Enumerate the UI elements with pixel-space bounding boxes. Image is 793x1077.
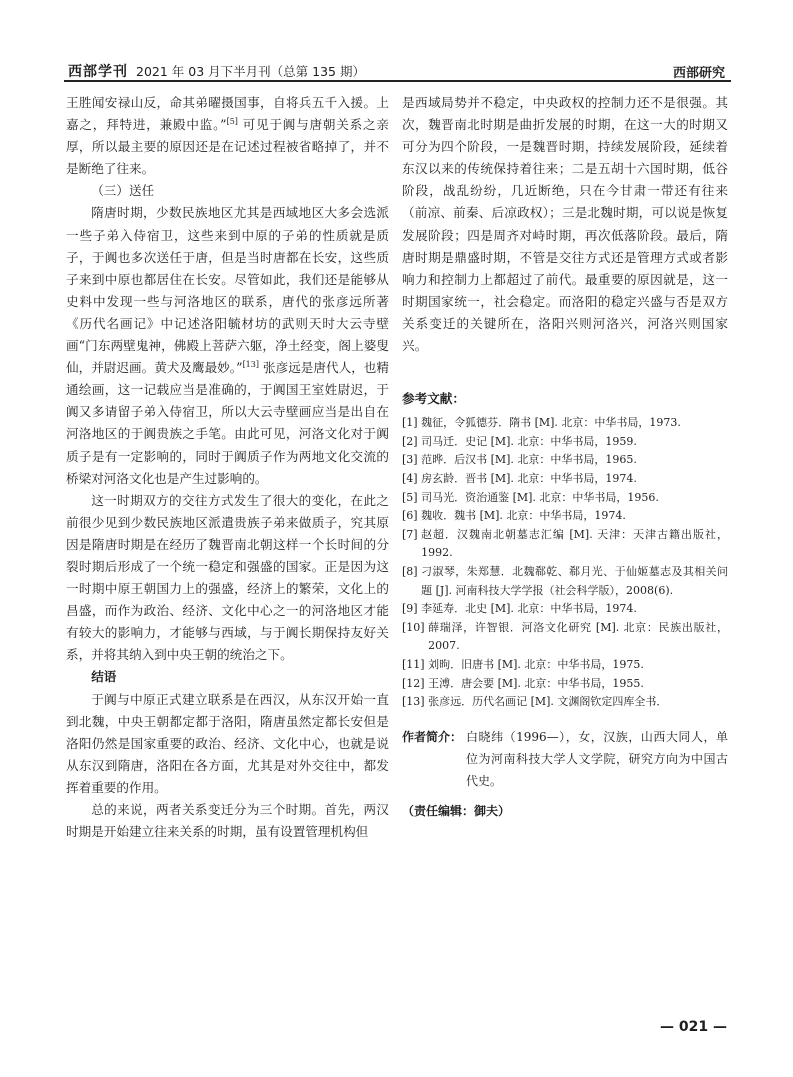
paragraph: 是西域局势并不稳定，中央政权的控制力还不是很强。其次，魏晋南北时期是曲折发展的时期，在这一大的时期又可分为四个阶段，一是魏晋时期，持续发展阶段，延续着东汉以来的传统保持着往来；二是五胡十六国时期，低谷阶段，战乱纷纷，几近断绝，只在今甘肃一带还有往来（前凉、前秦、后凉政权）；三是北魏时期，可以说是恢复发展阶段；四是周齐对峙时期，再次低落阶段。最后，隋唐时期是鼎盛时期，不管是交往方式还是管理方式或者影响力和控制力上都超过了前代。最重要的原因就是，这一时期国家统一，社会稳定。而洛阳的稳定兴盛与否是双方关系变迁的关键所在，洛阳兴则河洛兴，河洛兴则国家兴。 bbox=[402, 95, 728, 354]
reference-item bbox=[402, 600, 728, 619]
subheading: （三）送任 bbox=[91, 183, 155, 199]
reference-number: [1] bbox=[402, 416, 422, 430]
reference-number: [13] bbox=[402, 695, 429, 709]
reference-text: 刘昫．旧唐书 [M]. 北京：中华书局，1975. bbox=[428, 657, 644, 671]
reference-text: 魏收．魏书 [M]. 北京：中华书局，1974. bbox=[421, 509, 626, 523]
left-column bbox=[66, 92, 389, 843]
reference-number: [3] bbox=[402, 453, 422, 467]
paragraph-text: 王胜闻安禄山反，命其弟曜摄国事，自将兵五千入援。上嘉之，拜特进，兼殿中监。” bbox=[66, 95, 389, 133]
reference-item bbox=[402, 619, 728, 656]
paragraph: 于阗与中原正式建立联系是在西汉，从东汉开始一直到北魏，中央王朝都定都于洛阳，隋唐虽然定都长安但是洛阳仍然是国家重要的政治、经济、文化中心，也就是说从东汉到隋唐，洛阳在各方面，尤其是对外交往中，都发挥着重要的作用。 bbox=[66, 691, 389, 795]
reference-number: [12] bbox=[402, 676, 429, 690]
paragraph bbox=[66, 92, 389, 180]
reference-number: [6] bbox=[402, 509, 422, 523]
reference-text: 房玄龄．晋书 [M]. 北京：中华书局，1974. bbox=[421, 472, 637, 485]
reference-item bbox=[402, 656, 728, 675]
reference-item bbox=[402, 507, 728, 526]
reference-number: [7] bbox=[402, 527, 422, 541]
paragraph: 这一时期双方的交往方式发生了很大的变化，在此之前很少见到少数民族地区派遣贵族子弟来做质子，究其原因是隋唐时期是在经历了魏晋南北朝这样一个长时间的分裂时期后形成了一个统一稳定和强盛的国家。正是因为这一时期中原王朝国力上的强盛，经济上的繁荣，文化上的昌盛，而作为政治、经济、文化中心之一的河洛地区才能有较大的影响力，才能够与西域，与于阗长期保持友好关系，并将其纳入到中央王朝的统治之下。 bbox=[66, 492, 389, 663]
header-rule bbox=[64, 80, 731, 82]
reference-text: 刁淑琴，朱郑慧．北魏郗乾、郗月光、于仙姬墓志及其相关问题 [J]. 河南科技大学学报（社会科学版），2008(6). bbox=[421, 564, 728, 597]
citation: [5] bbox=[226, 116, 238, 126]
paragraph: 总的来说，两者关系变迁分为三个时期。首先，两汉时期是开始建立往来关系的时期，虽有设置管理机构但 bbox=[66, 802, 389, 840]
right-column bbox=[402, 92, 728, 822]
reference-item bbox=[402, 675, 728, 694]
section-heading: 结语 bbox=[91, 669, 117, 685]
reference-item bbox=[402, 414, 728, 433]
reference-text: 司马光．资治通鉴 [M]. 北京：中华书局，1956. bbox=[421, 490, 659, 504]
journal-logo: 西部学刊 bbox=[68, 64, 128, 80]
editor-note: （责任编辑：御夫） bbox=[402, 803, 511, 818]
reference-item bbox=[402, 693, 728, 712]
reference-item bbox=[402, 433, 728, 452]
reference-number: [10] bbox=[402, 620, 429, 634]
issue-info: 2021 年 03 月下半月刊（总第 135 期） bbox=[136, 64, 365, 79]
paragraph-text: 隋唐时期，少数民族地区尤其是西域地区大多会选派一些子弟入侍宿卫，这些来到中原的子弟的性质就是质子，于阗也多次送任于唐，但是当时唐都在长安，这些质子来到中原也都居住在长安。尽管如此，我们还是能够从史料中发现一些与河洛地区的联系，唐代的张彦远所著《历代名画记》中记述洛阳毓材坊的武则天时大云寺壁画“门东两壁鬼神，佛殿上菩萨六躯，净土经变，阁上婆叟仙，并尉迟画。黄犬及鹰最妙。” bbox=[66, 205, 389, 376]
reference-item bbox=[402, 470, 728, 489]
citation: [13] bbox=[242, 359, 259, 369]
reference-number: [4] bbox=[402, 472, 422, 485]
reference-text: 王溥．唐会要 [M]. 北京：中华书局，1955. bbox=[428, 676, 644, 690]
author-bio bbox=[402, 726, 728, 792]
reference-text: 魏征，令狐德芬．隋书 [M]. 北京：中华书局，1973. bbox=[421, 416, 681, 430]
reference-number: [5] bbox=[402, 490, 422, 504]
reference-number: [11] bbox=[402, 657, 429, 671]
paragraph-text: 可见于阗与唐朝关系之亲厚，所以最主要的原因还是在记述过程被省略掉了，并不是断绝了往来。 bbox=[66, 117, 389, 177]
reference-number: [8] bbox=[402, 564, 422, 578]
reference-text: 赵超．汉魏南北朝墓志汇编 [M]. 天津：天津古籍出版社，1992. bbox=[421, 527, 728, 560]
references-title: 参考文献： bbox=[402, 391, 465, 407]
reference-item bbox=[402, 526, 728, 563]
reference-text: 范晔．后汉书 [M]. 北京：中华书局，1965. bbox=[421, 453, 637, 467]
author-text: 白晓纬（1996—），女，汉族，山西大同人，单位为河南科技大学人文学院，研究方向为中国古代史。 bbox=[466, 729, 728, 788]
reference-text: 李延寿．北史 [M]. 北京：中华书局，1974. bbox=[421, 602, 637, 616]
reference-text: 张彦远．历代名画记 [M]. 文渊阁钦定四库全书． bbox=[428, 695, 668, 709]
reference-number: [2] bbox=[402, 434, 422, 448]
paragraph bbox=[66, 202, 389, 489]
section-name: 西部研究 bbox=[672, 66, 725, 81]
reference-number: [9] bbox=[402, 602, 422, 616]
reference-item bbox=[402, 489, 728, 508]
reference-text: 司马迁．史记 [M]. 北京：中华书局，1959. bbox=[421, 434, 637, 448]
reference-text: 薛瑞泽，许智银．河洛文化研究 [M]. 北京：民族出版社，2007. bbox=[428, 620, 728, 653]
paragraph-text: 张彦远是唐代人，也精通绘画，这一记载应当是准确的，于阗国王室姓尉迟，于阗又多请留子弟入侍宿卫，所以大云寺壁画应当是出自在河洛地区的于阗贵族之手笔。由此可见，河洛文化对于阗质子是有一定影响的，同时于阗质子作为两地文化交流的桥梁对河洛文化也是产生过影响的。 bbox=[66, 360, 389, 486]
reference-list bbox=[402, 414, 728, 712]
reference-item bbox=[402, 563, 728, 600]
running-header bbox=[68, 60, 727, 80]
author-label: 作者简介： bbox=[402, 729, 463, 744]
page-number: — 021 — bbox=[660, 1019, 727, 1035]
reference-item bbox=[402, 451, 728, 470]
